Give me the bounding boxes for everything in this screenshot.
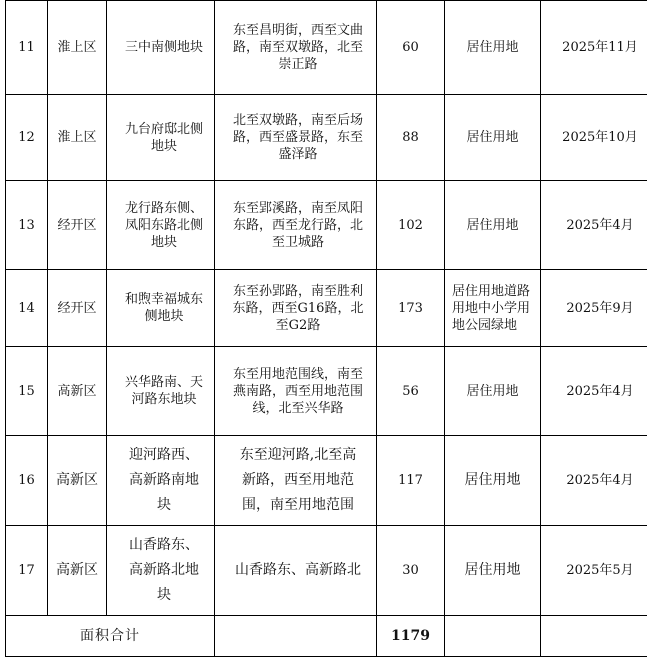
- parcel-name-cell: [107, 95, 215, 181]
- boundary-cell: [215, 1, 377, 95]
- parcel-name-text: 兴华路南、天 河路东地块: [124, 375, 203, 407]
- area-cell: 88: [377, 95, 445, 181]
- land-parcel-table: [5, 0, 647, 657]
- parcel-name-text: 三中南侧地块: [124, 40, 203, 55]
- area-cell: 60: [377, 1, 445, 95]
- land-use-cell: 居住用地: [445, 526, 541, 616]
- land-use-cell: [445, 270, 541, 347]
- boundary-cell: [215, 526, 377, 616]
- land-use-cell: 居住用地: [445, 436, 541, 526]
- table-row: [6, 181, 647, 270]
- land-use-cell: 居住用地: [445, 181, 541, 270]
- supply-date-cell: 2025年10月: [541, 95, 647, 181]
- total-row: [6, 616, 647, 657]
- land-use-cell: 居住用地: [445, 1, 541, 95]
- land-use-cell: 居住用地: [445, 347, 541, 436]
- row-number: 14: [6, 270, 48, 347]
- boundary-cell: [215, 95, 377, 181]
- parcel-name-cell: [107, 526, 215, 616]
- parcel-name-cell: [107, 270, 215, 347]
- table-row: [6, 95, 647, 181]
- table-row: [6, 1, 647, 95]
- table-row: [6, 270, 647, 347]
- district-cell: 淮上区: [48, 95, 107, 181]
- boundary-cell: [215, 270, 377, 347]
- boundary-text: 东至孙郢路，南至胜利 东路，西至G16路，北 至G2路: [232, 283, 364, 333]
- total-empty-cell: [541, 616, 647, 657]
- boundary-cell: [215, 436, 377, 526]
- boundary-text: 东至迎河路,北至高 新路，西至用地范 围，南至用地范围: [239, 447, 357, 513]
- parcel-name-cell: [107, 347, 215, 436]
- boundary-text: 山香路东、高新路北: [235, 562, 361, 578]
- total-label: 面积合计: [6, 616, 215, 657]
- total-area: 1179: [377, 616, 445, 657]
- boundary-text: 北至双墩路，南至后场 路，西至盛景路，东至 盛泽路: [232, 113, 363, 162]
- area-cell: 173: [377, 270, 445, 347]
- parcel-name-text: 和煦幸福城东 侧地块: [124, 292, 203, 324]
- parcel-name-cell: [107, 1, 215, 95]
- supply-date-cell: 2025年4月: [541, 436, 647, 526]
- total-empty-cell: [215, 616, 377, 657]
- parcel-name-text: 九台府邸北侧 地块: [124, 121, 203, 154]
- table-row: [6, 436, 647, 526]
- land-use-text: 居住用地道路 用地中小学用 地公园绿地: [452, 283, 531, 333]
- district-cell: 淮上区: [48, 1, 107, 95]
- parcel-name-text: 迎河路西、 高新路南地 块: [129, 447, 199, 513]
- district-cell: 高新区: [48, 347, 107, 436]
- area-cell: 56: [377, 347, 445, 436]
- area-cell: 30: [377, 526, 445, 616]
- land-use-cell: 居住用地: [445, 95, 541, 181]
- boundary-text: 东至昌明街，西至文曲 路，南至双墩路，北至 崇正路: [232, 23, 363, 72]
- row-number: 16: [6, 436, 48, 526]
- supply-date-cell: 2025年11月: [541, 1, 647, 95]
- table-row: [6, 526, 647, 616]
- total-empty-cell: [445, 616, 541, 657]
- district-cell: 高新区: [48, 526, 107, 616]
- row-number: 15: [6, 347, 48, 436]
- row-number: 12: [6, 95, 48, 181]
- district-cell: 经开区: [48, 270, 107, 347]
- row-number: 11: [6, 1, 48, 95]
- area-cell: 117: [377, 436, 445, 526]
- district-cell: 经开区: [48, 181, 107, 270]
- parcel-name-cell: [107, 181, 215, 270]
- boundary-cell: [215, 347, 377, 436]
- boundary-text: 东至用地范围线，南至 燕南路，西至用地范围 线，北至兴华路: [232, 366, 363, 416]
- supply-date-cell: 2025年4月: [541, 347, 647, 436]
- boundary-text: 东至郢溪路，南至凤阳 东路，西至龙行路，北 至卫城路: [232, 200, 363, 250]
- table-row: [6, 347, 647, 436]
- row-number: 13: [6, 181, 48, 270]
- supply-date-cell: 2025年5月: [541, 526, 647, 616]
- district-cell: 高新区: [48, 436, 107, 526]
- parcel-name-cell: [107, 436, 215, 526]
- area-cell: 102: [377, 181, 445, 270]
- parcel-name-text: 龙行路东侧、 凤阳东路北侧 地块: [124, 200, 203, 250]
- row-number: 17: [6, 526, 48, 616]
- supply-date-cell: 2025年9月: [541, 270, 647, 347]
- supply-date-cell: 2025年4月: [541, 181, 647, 270]
- parcel-name-text: 山香路东、 高新路北地 块: [129, 537, 199, 603]
- boundary-cell: [215, 181, 377, 270]
